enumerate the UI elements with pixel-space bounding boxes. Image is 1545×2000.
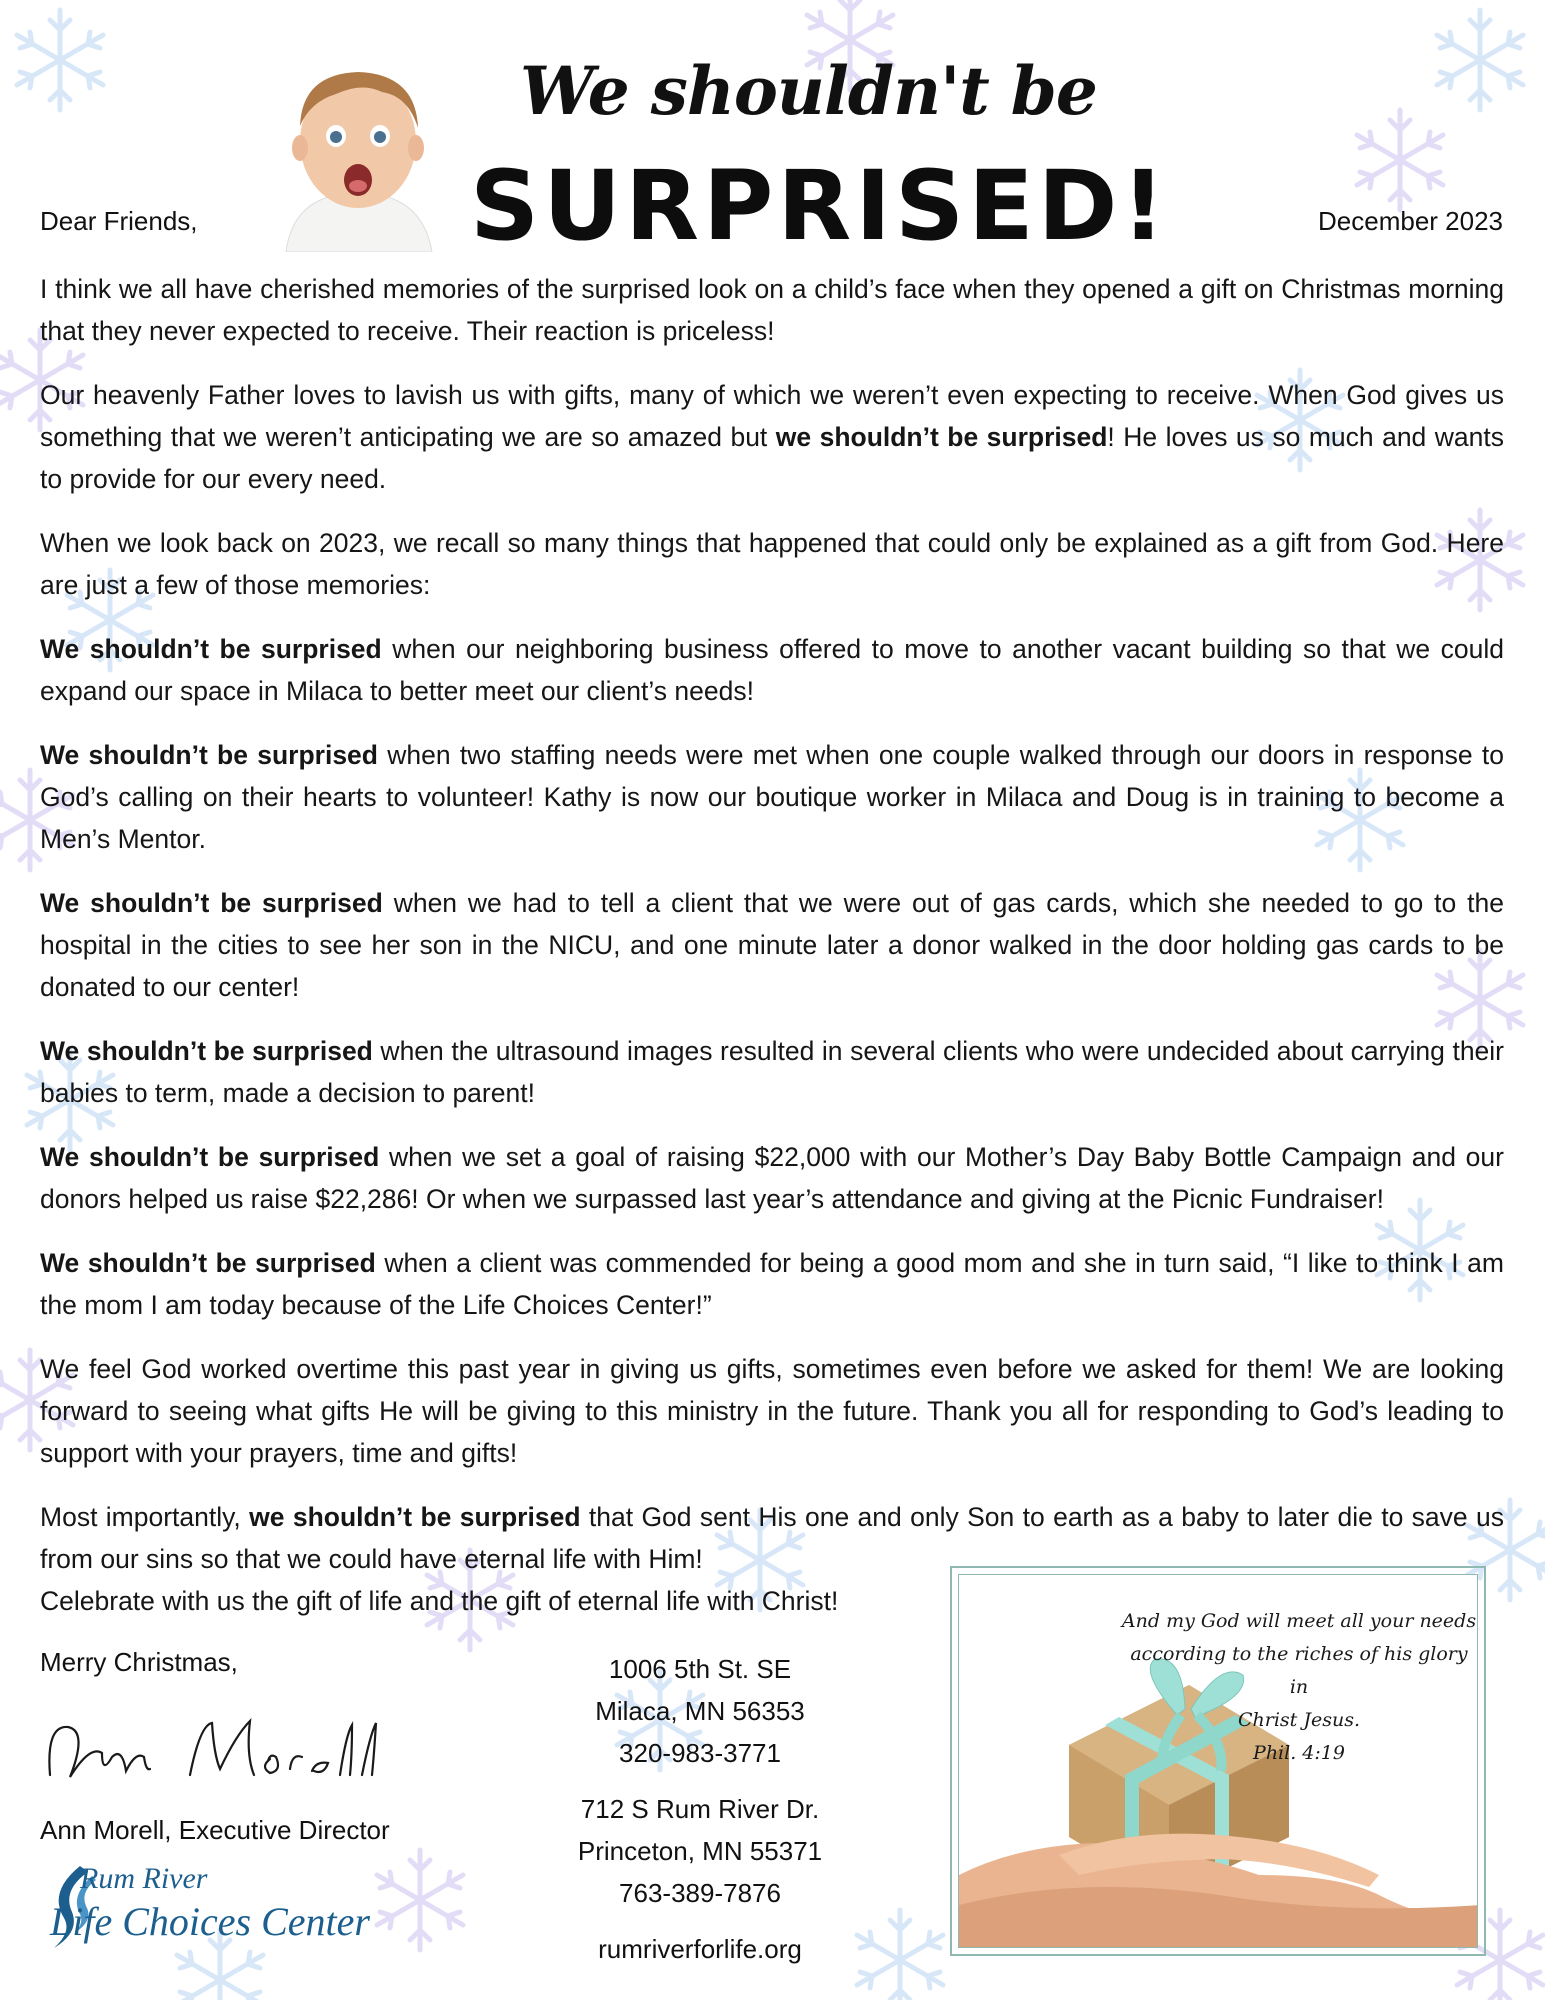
surprised-baby-image — [272, 56, 444, 252]
verse-line-2: according to the riches of his glory in — [1130, 1643, 1468, 1698]
office1-city: Milaca, MN 56353 — [595, 1696, 805, 1726]
paragraph-text: when we had to tell a client that we were out of gas cards, which she needed to go to the hospital in the cities to see her son in the NICU, and one minute later a donor walked in the door holding gas cards to be donated to our center! — [40, 888, 1504, 1002]
title-headline: SURPRISED! — [470, 150, 1170, 262]
body-paragraph — [40, 268, 1504, 352]
body-paragraph — [40, 882, 1504, 1008]
paragraph-text: I think we all have cherished memories of the surprised look on a child’s face when they opened a gift on Christmas morning that they never expected to receive. Their reaction is priceless! — [40, 274, 1504, 346]
body-paragraph — [40, 734, 1504, 860]
body-paragraph — [40, 1348, 1504, 1474]
signer-name: Ann Morell, Executive Director — [40, 1815, 390, 1845]
paragraph-text: when two staffing needs were met when one couple walked through our doors in response to God’s calling on their hearts to volunteer! Kathy is now our boutique worker in Milaca and Doug is in training to become a Men’s Mentor. — [40, 740, 1504, 854]
body-paragraph — [40, 628, 1504, 712]
emphasis-phrase: We shouldn’t be surprised — [40, 1036, 373, 1066]
body-paragraph — [40, 1030, 1504, 1114]
emphasis-phrase: We shouldn’t be surprised — [40, 1248, 376, 1278]
verse-line-3: Christ Jesus. — [1238, 1709, 1360, 1731]
paragraph-text: when our neighboring business offered to move to another vacant building so that we could expand our space in Milaca to better meet our client’s needs! — [40, 634, 1504, 706]
paragraph-text: We feel God worked overtime this past year in giving us gifts, sometimes even before we asked for them! We are looking forward to seeing what gifts He will be giving to this ministry in the future. Thank you all for responding to God’s leading to support with your prayers, time and gifts! — [40, 1354, 1504, 1468]
office1-street: 1006 5th St. SE — [608, 1654, 792, 1684]
body-paragraph — [40, 374, 1504, 500]
organization-logo — [40, 1862, 440, 1957]
paragraph-text: Celebrate with us the gift of life and the gift of eternal life with Christ! — [40, 1586, 839, 1616]
emphasis-phrase: we shouldn’t be surprised — [775, 422, 1108, 452]
signature-image — [40, 1705, 390, 1815]
logo-line-1: Rum River — [80, 1862, 208, 1895]
paragraph-text: When we look back on 2023, we recall so many things that happened that could only be explained as a gift from God. Here are just a few of those memories: — [40, 528, 1504, 600]
letter-date: December 2023 — [1318, 206, 1503, 236]
letter-body — [40, 268, 1504, 1644]
verse-reference: Phil. 4:19 — [1253, 1742, 1345, 1764]
office2-phone: 763-389-7876 — [619, 1878, 781, 1908]
verse-line-1: And my God will meet all your needs — [1121, 1610, 1477, 1632]
title-script: We shouldn't be — [520, 52, 1097, 130]
emphasis-phrase: We shouldn’t be surprised — [40, 888, 383, 918]
office1-phone: 320-983-3771 — [619, 1738, 781, 1768]
paragraph-text: ! He loves us so much and wants to provide for our every need. — [40, 422, 1504, 494]
emphasis-phrase: We shouldn’t be surprised — [40, 634, 382, 664]
emphasis-phrase: we shouldn’t be surprised — [249, 1502, 581, 1532]
greeting: Dear Friends, — [40, 206, 198, 236]
verse-box — [950, 1566, 1486, 1956]
emphasis-phrase: We shouldn’t be surprised — [40, 1142, 380, 1172]
closing-salutation: Merry Christmas, — [40, 1647, 238, 1677]
website-link[interactable]: rumriverforlife.org — [598, 1934, 802, 1964]
office2-city: Princeton, MN 55371 — [577, 1836, 823, 1866]
body-paragraph — [40, 1136, 1504, 1220]
body-paragraph — [40, 1242, 1504, 1326]
bible-verse — [1119, 1605, 1478, 1770]
emphasis-phrase: We shouldn’t be surprised — [40, 740, 378, 770]
paragraph-text: when the ultrasound images resulted in several clients who were undecided about carrying their babies to term, made a decision to parent! — [40, 1036, 1505, 1108]
paragraph-text: that God sent His one and only Son to earth as a baby to later die to save us from our sins so that we could have eternal life with Him! — [40, 1502, 1504, 1574]
address-block — [540, 1648, 860, 1970]
body-paragraph — [40, 522, 1504, 606]
paragraph-text: when we set a goal of raising $22,000 with our Mother’s Day Baby Bottle Campaign and our donors helped us raise $22,286! Or when we surpassed last year’s attendance and giving at the Picnic Fundraiser! — [40, 1142, 1504, 1214]
office2-street: 712 S Rum River Dr. — [580, 1794, 820, 1824]
paragraph-text: Most importantly, — [40, 1502, 250, 1532]
paragraph-text: Our heavenly Father loves to lavish us with gifts, many of which we weren’t even expecting to receive. When God gives us something that we weren’t anticipating we are so amazed but — [40, 380, 1504, 452]
paragraph-text: when a client was commended for being a good mom and she in turn said, “I like to think I am the mom I am today because of the Life Choices Center!” — [40, 1248, 1504, 1320]
logo-line-2: Life Choices Center — [50, 1899, 370, 1944]
